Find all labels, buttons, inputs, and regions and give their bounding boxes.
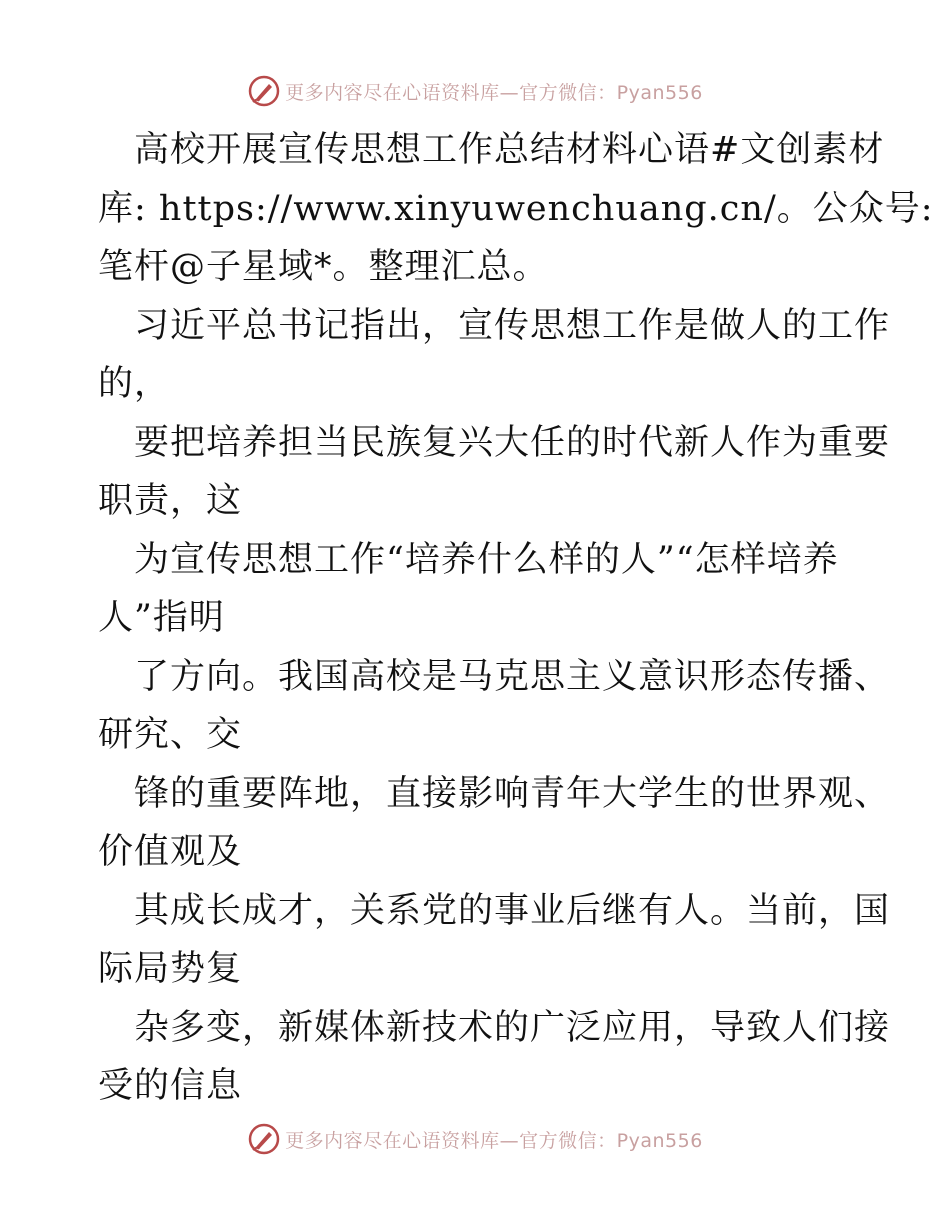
text-line: 价值观及 xyxy=(98,832,243,872)
text-line: 受的信息 xyxy=(98,1066,243,1106)
text-line: 其成长成才，关系党的事业后继有人。当前，国 xyxy=(134,890,891,931)
text-line: 笔杆@子星域*。整理汇总。 xyxy=(98,247,549,287)
text-line: 研究、交 xyxy=(98,715,243,755)
text-line: 的， xyxy=(98,364,171,404)
text-line: 杂多变，新媒体新技术的广泛应用，导致人们接 xyxy=(134,1007,891,1048)
text-line: 职责，这 xyxy=(98,481,243,521)
text-line: 人”指明 xyxy=(98,598,225,638)
text-line: 要把培养担当民族复兴大任的时代新人作为重要 xyxy=(134,422,891,463)
text-line: 库: https://www.xinyuwenchuang.cn/。公众号: xyxy=(98,188,934,229)
quill-pen-logo-icon xyxy=(247,74,281,108)
banner-text: 更多内容尽在心语资料库—官方微信：Pyan556 xyxy=(285,81,703,104)
text-line: 际局势复 xyxy=(98,949,243,989)
header-watermark-banner xyxy=(0,74,950,108)
text-line: 锋的重要阵地，直接影响青年大学生的世界观、 xyxy=(134,773,891,814)
banner-text: 更多内容尽在心语资料库—官方微信：Pyan556 xyxy=(285,1129,703,1152)
text-line: 为宣传思想工作“培养什么样的人”“怎样培养 xyxy=(134,539,839,580)
text-line: 习近平总书记指出，宣传思想工作是做人的工作 xyxy=(134,305,891,346)
quill-pen-logo-icon xyxy=(247,1122,281,1156)
footer-watermark-banner xyxy=(0,1122,950,1156)
text-line: 了方向。我国高校是马克思主义意识形态传播、 xyxy=(134,656,891,697)
text-line: 高校开展宣传思想工作总结材料心语#文创素材 xyxy=(134,130,885,170)
document-body xyxy=(98,121,934,1116)
